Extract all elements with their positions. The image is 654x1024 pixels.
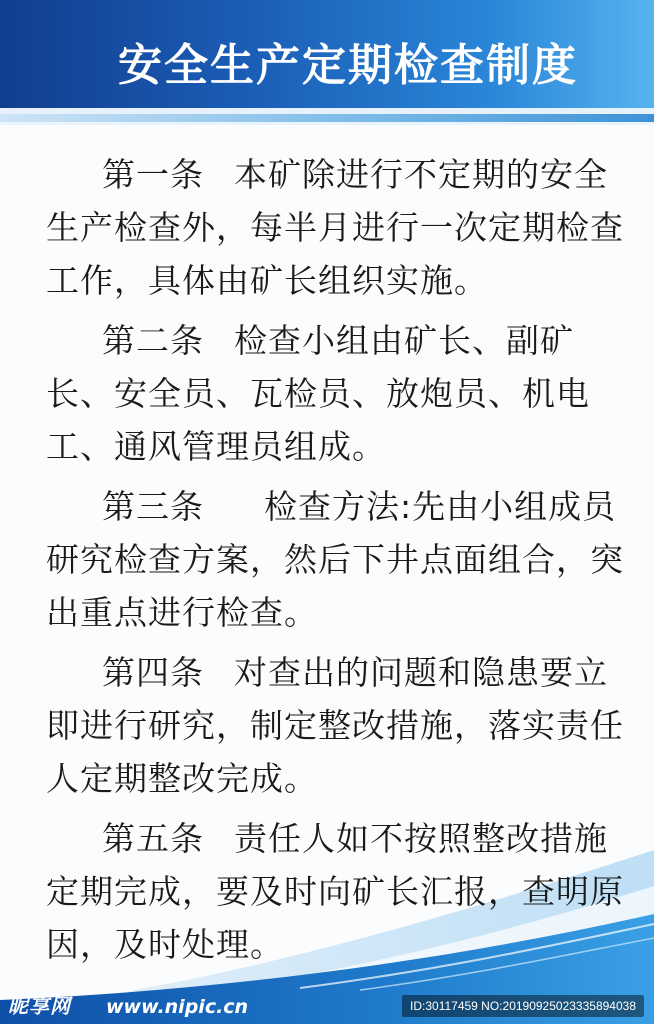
watermark-url: www.nipic.cn <box>106 996 249 1018</box>
article-number: 第四条 <box>102 653 204 692</box>
article <box>46 480 630 639</box>
article-text: 对查出的问题和隐患要立即进行研究，制定整改措施，落实责任人定期整改完成。 <box>46 653 624 798</box>
article-text: 检查方法:先由小组成员研究检查方案，然后下井点面组合，突出重点进行检查。 <box>46 487 624 632</box>
watermark-footer <box>0 988 654 1024</box>
page-title: 安全生产定期检查制度 <box>118 40 578 91</box>
regulation-body <box>46 148 630 978</box>
article-text: 检查小组由矿长、副矿长、安全员、瓦检员、放炮员、机电工、通风管理员组成。 <box>46 321 590 466</box>
article <box>46 646 630 805</box>
article-text: 本矿除进行不定期的安全生产检查外，每半月进行一次定期检查工作，具体由矿长组织实施。 <box>46 155 624 300</box>
watermark-id: ID:30117459 NO:20190925023335894038 <box>402 995 644 1017</box>
article-text: 责任人如不按照整改措施定期完成，要及时向矿长汇报，查明原因，及时处理。 <box>46 819 624 964</box>
header-stripe <box>0 114 654 122</box>
header-band <box>0 0 654 108</box>
header-stripe <box>0 122 654 125</box>
watermark-logo: 昵享网 <box>8 994 71 1018</box>
article <box>46 314 630 473</box>
article <box>46 148 630 307</box>
article-number: 第二条 <box>102 321 204 360</box>
article-number: 第五条 <box>102 819 204 858</box>
article-number: 第三条 <box>102 487 204 526</box>
article-number: 第一条 <box>102 155 204 194</box>
article <box>46 812 630 971</box>
